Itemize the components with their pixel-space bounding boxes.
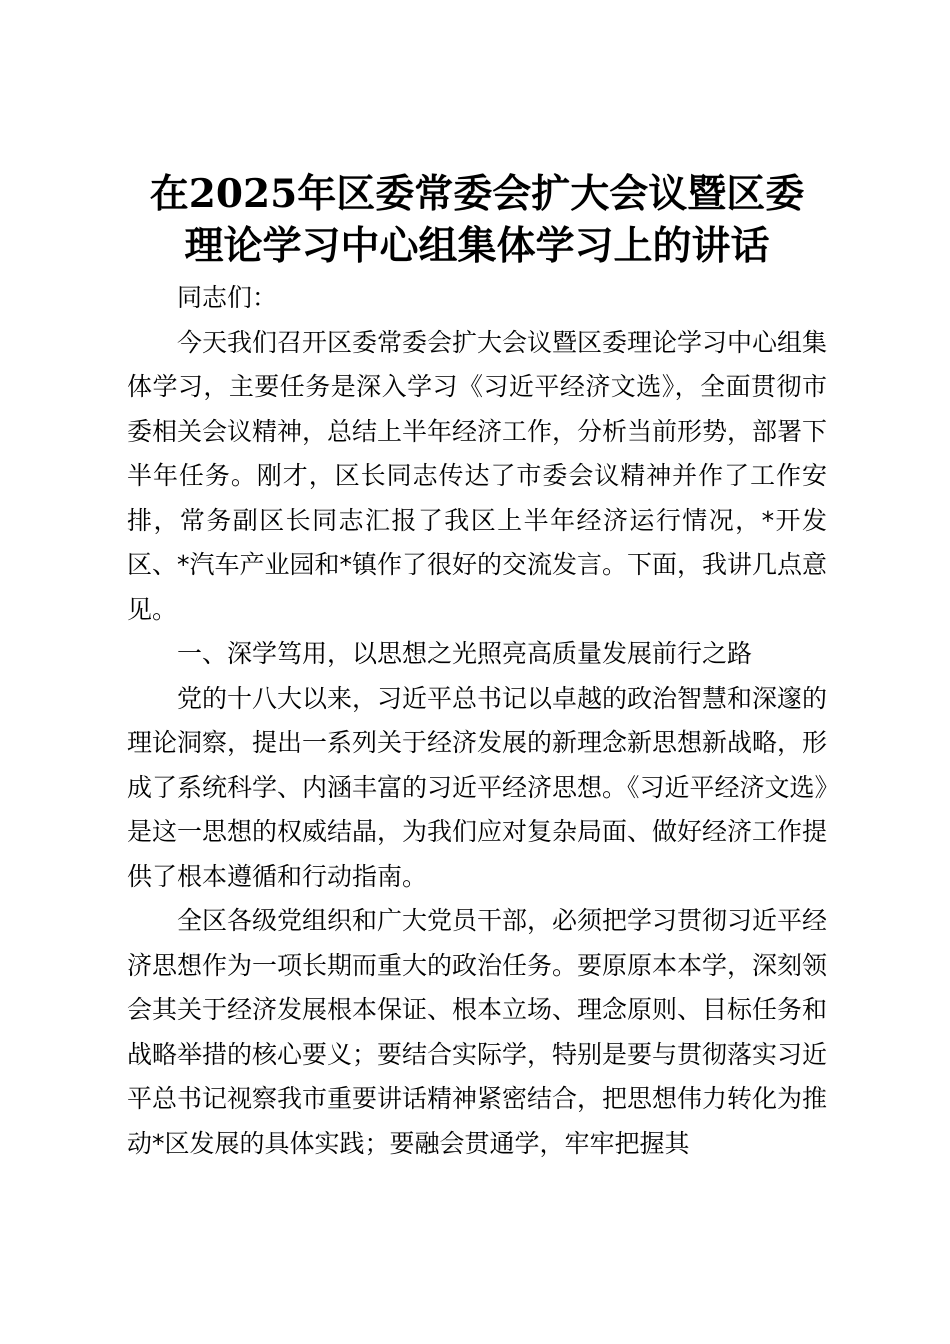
title-line-2: 理论学习中心组集体学习上的讲话 (184, 223, 770, 269)
document-page (127, 168, 827, 1166)
salutation: 同志们： (177, 283, 278, 312)
intro-paragraph: 今天我们召开区委常委会扩大会议暨区委理论学习中心组集体学习，主要任务是深入学习《习近平经济文选》，全面贯彻市委相关会议精神，总结上半年经济工作，分析当前形势，部署下半年任务。刚才，区长同志传达了市委会议精神并作了工作安排，常务副区长同志汇报了我区上半年经济运行情况，*开发区、*汽车产业园和*镇作了很好的交流发言。下面，我讲几点意见。 (127, 327, 828, 624)
title-line-1: 在2025年区委常委会扩大会议暨区委 (149, 171, 805, 217)
section-1-heading: 一、深学笃用，以思想之光照亮高质量发展前行之路 (177, 639, 753, 668)
section-1-paragraph-2: 全区各级党组织和广大党员干部，必须把学习贯彻习近平经济思想作为一项长期而重大的政治任务。要原原本本学，深刻领会其关于经济发展根本保证、根本立场、理念原则、目标任务和战略举措的核心要义；要结合实际学，特别是要与贯彻落实习近平总书记视察我市重要讲话精神紧密结合，把思想伟力转化为推动*区发展的具体实践；要融会贯通学，牢牢把握其 (127, 906, 828, 1158)
section-1-paragraph-1: 党的十八大以来，习近平总书记以卓越的政治智慧和深邃的理论洞察，提出一系列关于经济发展的新理念新思想新战略，形成了系统科学、内涵丰富的习近平经济思想。《习近平经济文选》是这一思想的权威结晶，为我们应对复杂局面、做好经济工作提供了根本遵循和行动指南。 (127, 683, 828, 891)
document-title (127, 168, 827, 272)
document-body (127, 276, 827, 1166)
